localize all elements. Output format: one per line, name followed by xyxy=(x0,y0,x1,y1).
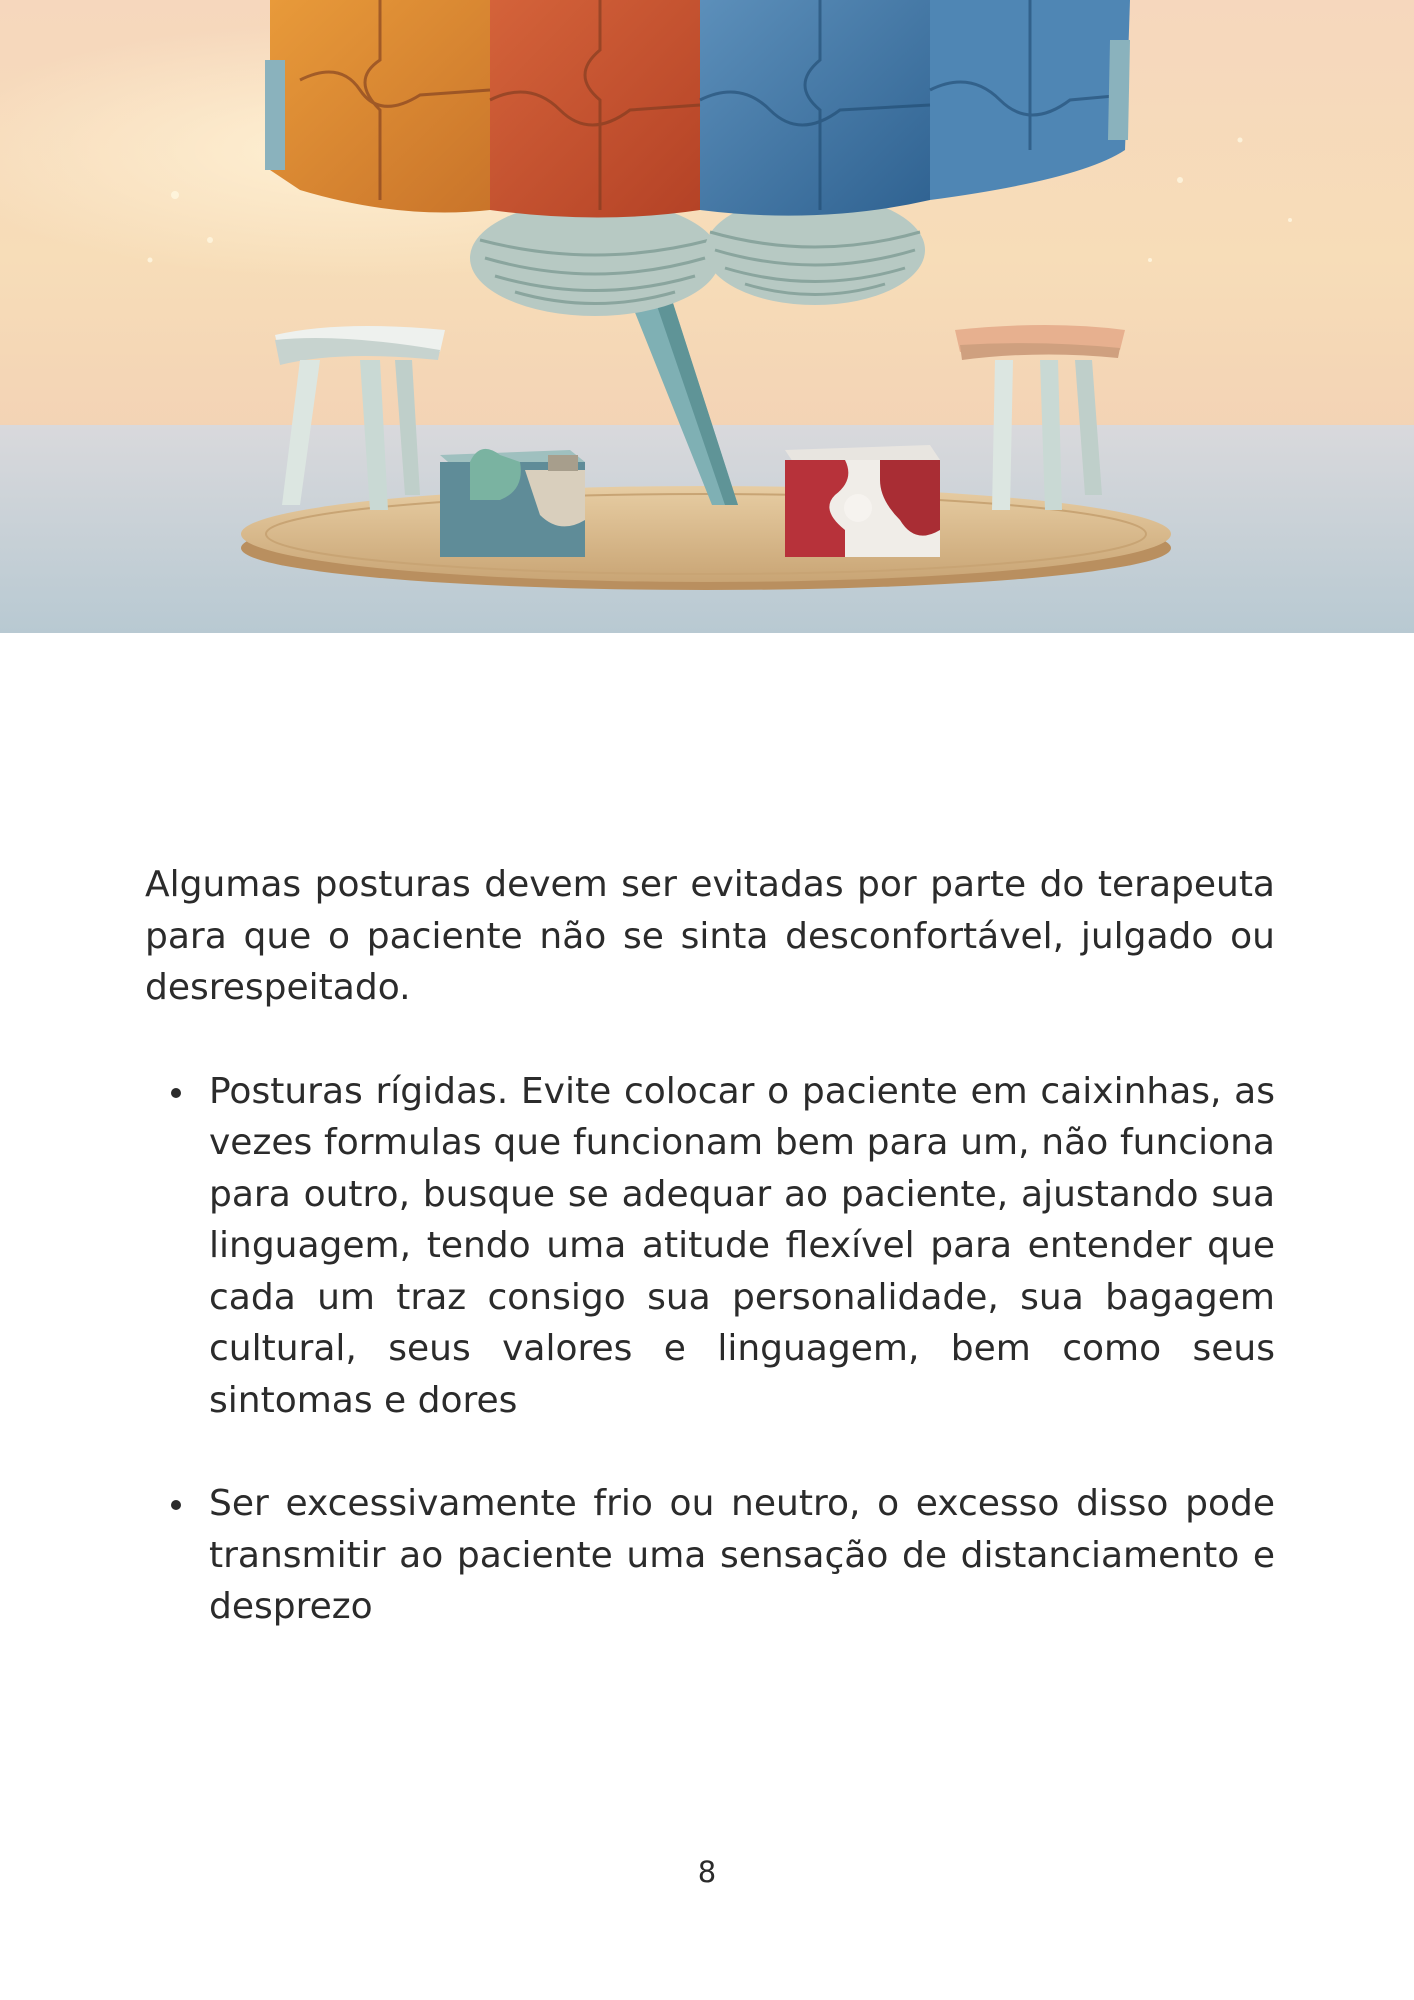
puzzle-cube-teal xyxy=(440,449,585,557)
bullet-icon xyxy=(171,1088,181,1098)
body-content xyxy=(145,859,1275,1685)
hero-illustration xyxy=(0,0,1414,633)
list-item xyxy=(145,1066,1275,1427)
list-item-text: Posturas rígidas. Evite colocar o paciente em caixinhas, as vezes formulas que funcionam bem para um, não funciona para outro, busque se adequar ao paciente, ajustando sua linguagem, tendo uma atitude flexível para entender que cada um traz consigo sua personalidade, sua bagagem cultural, seus valores e linguagem, bem como seus sintomas e dores xyxy=(209,1070,1275,1421)
postures-list xyxy=(145,1066,1275,1633)
bullet-icon xyxy=(171,1500,181,1510)
page-number: 8 xyxy=(697,1855,717,1889)
intro-paragraph: Algumas posturas devem ser evitadas por parte do terapeuta para que o paciente não se sinta desconfortável, julgado ou desrespeitado. xyxy=(145,864,1275,1008)
puzzle-cube-red xyxy=(785,445,940,557)
puzzle-brain-illustration xyxy=(0,0,1414,633)
list-item-text: Ser excessivamente frio ou neutro, o excesso disso pode transmitir ao paciente uma sensação de distanciamento e desprezo xyxy=(209,1483,1275,1627)
list-item xyxy=(145,1478,1275,1633)
